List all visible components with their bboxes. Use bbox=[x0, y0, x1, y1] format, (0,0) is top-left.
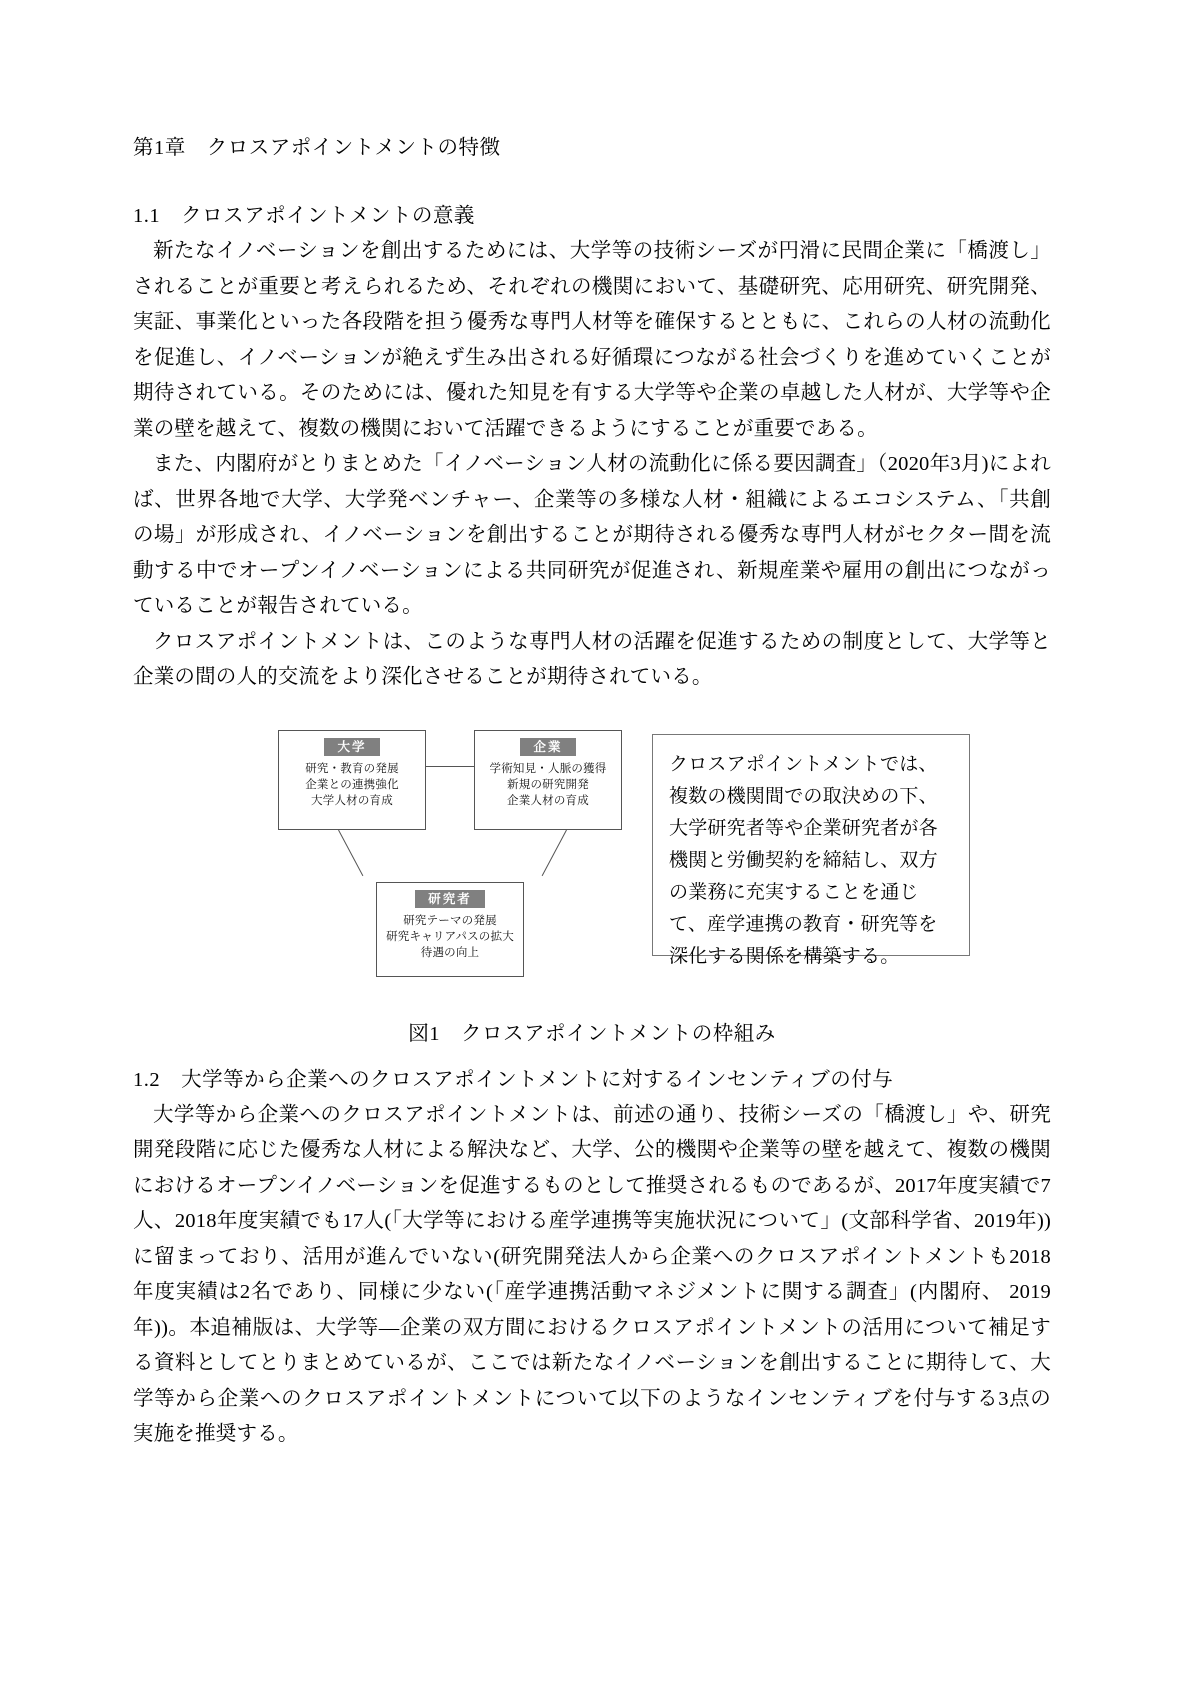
chapter-title: 第1章 クロスアポイントメントの特徴 bbox=[133, 137, 501, 159]
node-detail-researcher bbox=[377, 913, 523, 961]
node-detail-line: 新規の研究開発 bbox=[507, 778, 589, 791]
framework-diagram bbox=[278, 730, 633, 980]
node-detail-line: 研究・教育の発展 bbox=[305, 762, 399, 775]
node-detail-line: 研究テーマの発展 bbox=[403, 914, 497, 927]
node-detail-university bbox=[279, 761, 425, 809]
page-content bbox=[133, 130, 1051, 1453]
connector-corp-researcher bbox=[542, 829, 567, 875]
paragraph: また、内閣府がとりまとめた「イノベーション人材の流動化に係る要因調査」（2020年3月)によれば、世界各地で大学、大学発ベンチャー、企業等の多様な人材・組織によるエコシステム、「共創の場」が形成され、イノベーションを創出することが期待される優秀な専門人材がセクター間を流動する中でオープンイノベーションによる共同研究が促進され、新規産業や雇用の創出につながっていることが報告されている。 bbox=[133, 453, 1051, 617]
diagram-node-university bbox=[278, 730, 426, 830]
node-detail-company bbox=[475, 761, 621, 809]
node-label-university: 大学 bbox=[324, 738, 379, 756]
section-heading-1-1: 1.1 クロスアポイントメントの意義 bbox=[133, 205, 475, 227]
paragraph: クロスアポイントメントは、このような専門人材の活躍を促進するための制度として、大学等と企業の間の人的交流をより深化させることが期待されている。 bbox=[133, 630, 1051, 688]
section-heading-1-2: 1.2 大学等から企業へのクロスアポイントメントに対するインセンティブの付与 bbox=[133, 1068, 894, 1091]
figure-1 bbox=[133, 730, 1051, 990]
figure-description-box: クロスアポイントメントでは、複数の機関間での取決めの下、大学研究者等や企業研究者が各機関と労働契約を締結し、双方の業務に充実することを通じて、産学連携の教育・研究等を深化する関係を構築する。 bbox=[652, 734, 970, 956]
connector-univ-researcher bbox=[338, 829, 363, 875]
diagram-node-researcher bbox=[376, 882, 524, 977]
node-detail-line: 企業人材の育成 bbox=[507, 794, 589, 807]
paragraph: 大学等から企業へのクロスアポイントメントは、前述の通り、技術シーズの「橋渡し」や、研究開発段階に応じた優秀な人材による解決など、大学、公的機関や企業等の壁を越えて、複数の機関におけるオープンイノベーションを促進するものとして推奨されるものであるが、2017年度実績で7人、2018年度実績でも17人(「大学等における産学連携等実施状況について」(文部科学省、2019年))に留まっており、活用が進んでいない(研究開発法人から企業へのクロスアポイントメントも2018年度実績は2名であり、同様に少ない(「産学連携活動マネジメントに関する調査」(内閣府、 2019年))。本追補版は、大学等―企業の双方間におけるクロスアポイントメントの活用について補足する資料としてとりまとめているが、ここでは新たなイノベーションを創出することに期待して、大学等から企業へのクロスアポイントメントについて以下のようなインセンティブを付与する3点の実施を推奨する。 bbox=[133, 1103, 1051, 1445]
node-detail-line: 企業との連携強化 bbox=[305, 778, 399, 791]
node-label-researcher: 研究者 bbox=[415, 890, 485, 908]
node-detail-line: 待遇の向上 bbox=[420, 946, 480, 959]
node-label-company: 企業 bbox=[520, 738, 575, 756]
paragraph: 新たなイノベーションを創出するためには、大学等の技術シーズが円滑に民間企業に「橋渡し」されることが重要と考えられるため、それぞれの機関において、基礎研究、応用研究、研究開発、実証、事業化といった各段階を担う優秀な専門人材等を確保するとともに、これらの人材の流動化を促進し、イノベーションが絶えず生み出される好循環につながる社会づくりを進めていくことが期待されている。そのためには、優れた知見を有する大学等や企業の卓越した人材が、大学等や企業の壁を越えて、複数の機関において活躍できるようにすることが重要である。 bbox=[133, 240, 1051, 440]
connector-univ-corp bbox=[426, 766, 474, 767]
node-detail-line: 大学人材の育成 bbox=[311, 794, 393, 807]
node-detail-line: 研究キャリアパスの拡大 bbox=[386, 930, 514, 943]
diagram-node-company bbox=[474, 730, 622, 830]
node-detail-line: 学術知見・人脈の獲得 bbox=[489, 762, 607, 775]
figure-content bbox=[212, 730, 972, 990]
figure-caption: 図1 クロスアポイントメントの枠組み bbox=[408, 1022, 776, 1045]
